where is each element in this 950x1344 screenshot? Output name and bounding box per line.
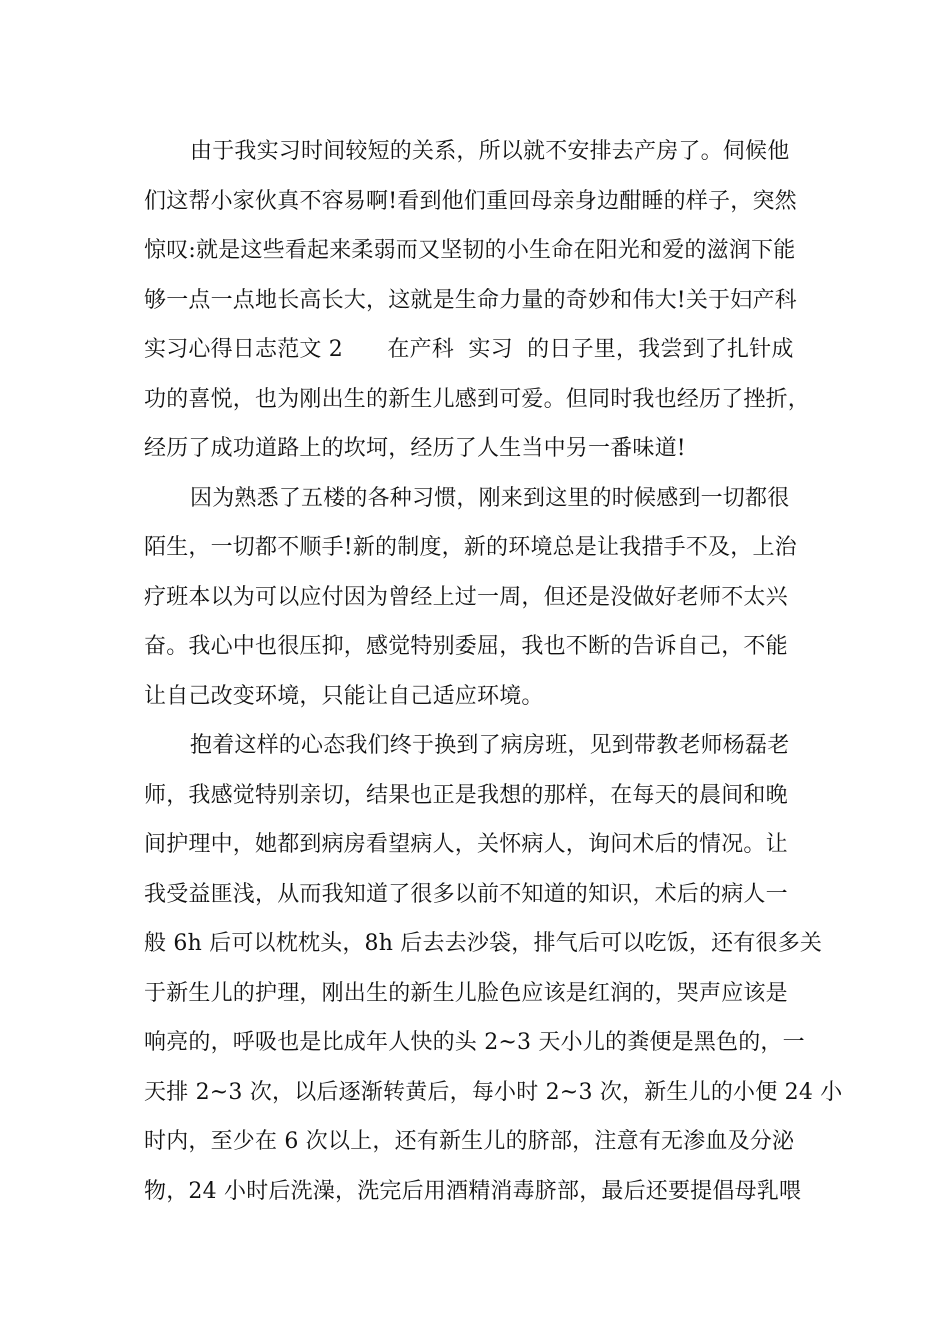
text-line: 物，24 小时后洗澡，洗完后用酒精消毒脐部，最后还要提倡母乳喂 <box>144 1178 802 1204</box>
text-line: 够一点一点地长高长大，这就是生命力量的奇妙和伟大!关于妇产科 <box>144 287 797 313</box>
paragraph-2 <box>144 479 810 727</box>
text-line: 功的喜悦，也为刚出生的新生儿感到可爱。但同时我也经历了挫折， <box>144 386 811 412</box>
text-line: 天排 2~3 次，以后逐渐转黄后，每小时 2~3 次，新生儿的小便 24 小 <box>144 1079 843 1105</box>
text-line: 实习心得日志范文 2 在产科 实习 的日子里，我尝到了扎针成 <box>144 337 794 362</box>
text-line: 我受益匪浅，从而我知道了很多以前不知道的知识，术后的病人一 <box>144 881 788 907</box>
text-line: 由于我实习时间较短的关系，所以就不安排去产房了。伺候他 <box>190 139 790 164</box>
text-line: 因为熟悉了五楼的各种习惯，刚来到这里的时候感到一切都很 <box>190 485 790 511</box>
text-line: 响亮的，呼吸也是比成年人快的头 2~3 天小儿的粪便是黑色的，一 <box>144 1030 805 1055</box>
text-line: 惊叹:就是这些看起来柔弱而又坚韧的小生命在阳光和爱的滋润下能 <box>144 238 796 263</box>
text-line: 于新生儿的护理，刚出生的新生儿脸色应该是红润的，哭声应该是 <box>144 980 788 1006</box>
text-line: 时内，至少在 6 次以上，还有新生儿的脐部，注意有无渗血及分泌 <box>144 1129 795 1154</box>
text-line: 般 6h 后可以枕枕头，8h 后去去沙袋，排气后可以吃饭，还有很多关 <box>144 931 823 956</box>
text-line: 经历了成功道路上的坎坷，经历了人生当中另一番味道! <box>144 436 686 461</box>
text-line: 疗班本以为可以应付因为曾经上过一周，但还是没做好老师不太兴 <box>144 584 788 610</box>
text-line: 抱着这样的心态我们终于换到了病房班，见到带教老师杨磊老 <box>190 733 790 758</box>
text-line: 奋。我心中也很压抑，感觉特别委屈，我也不断的告诉自己，不能 <box>144 634 788 659</box>
text-line: 陌生，一切都不顺手!新的制度，新的环境总是让我措手不及，上治 <box>144 535 797 560</box>
paragraph-3 <box>144 726 843 1221</box>
text-line: 们这帮小家伙真不容易啊!看到他们重回母亲身边酣睡的样子，突然 <box>144 188 797 214</box>
text-line: 师，我感觉特别亲切，结果也正是我想的那样，在每天的晨间和晚 <box>144 782 788 808</box>
text-line: 让自己改变环境，只能让自己适应环境。 <box>144 683 544 709</box>
text-line: 间护理中，她都到病房看望病人，关怀病人，询问术后的情况。让 <box>144 832 788 857</box>
paragraph-1 <box>144 132 810 479</box>
document-body <box>144 132 843 1221</box>
